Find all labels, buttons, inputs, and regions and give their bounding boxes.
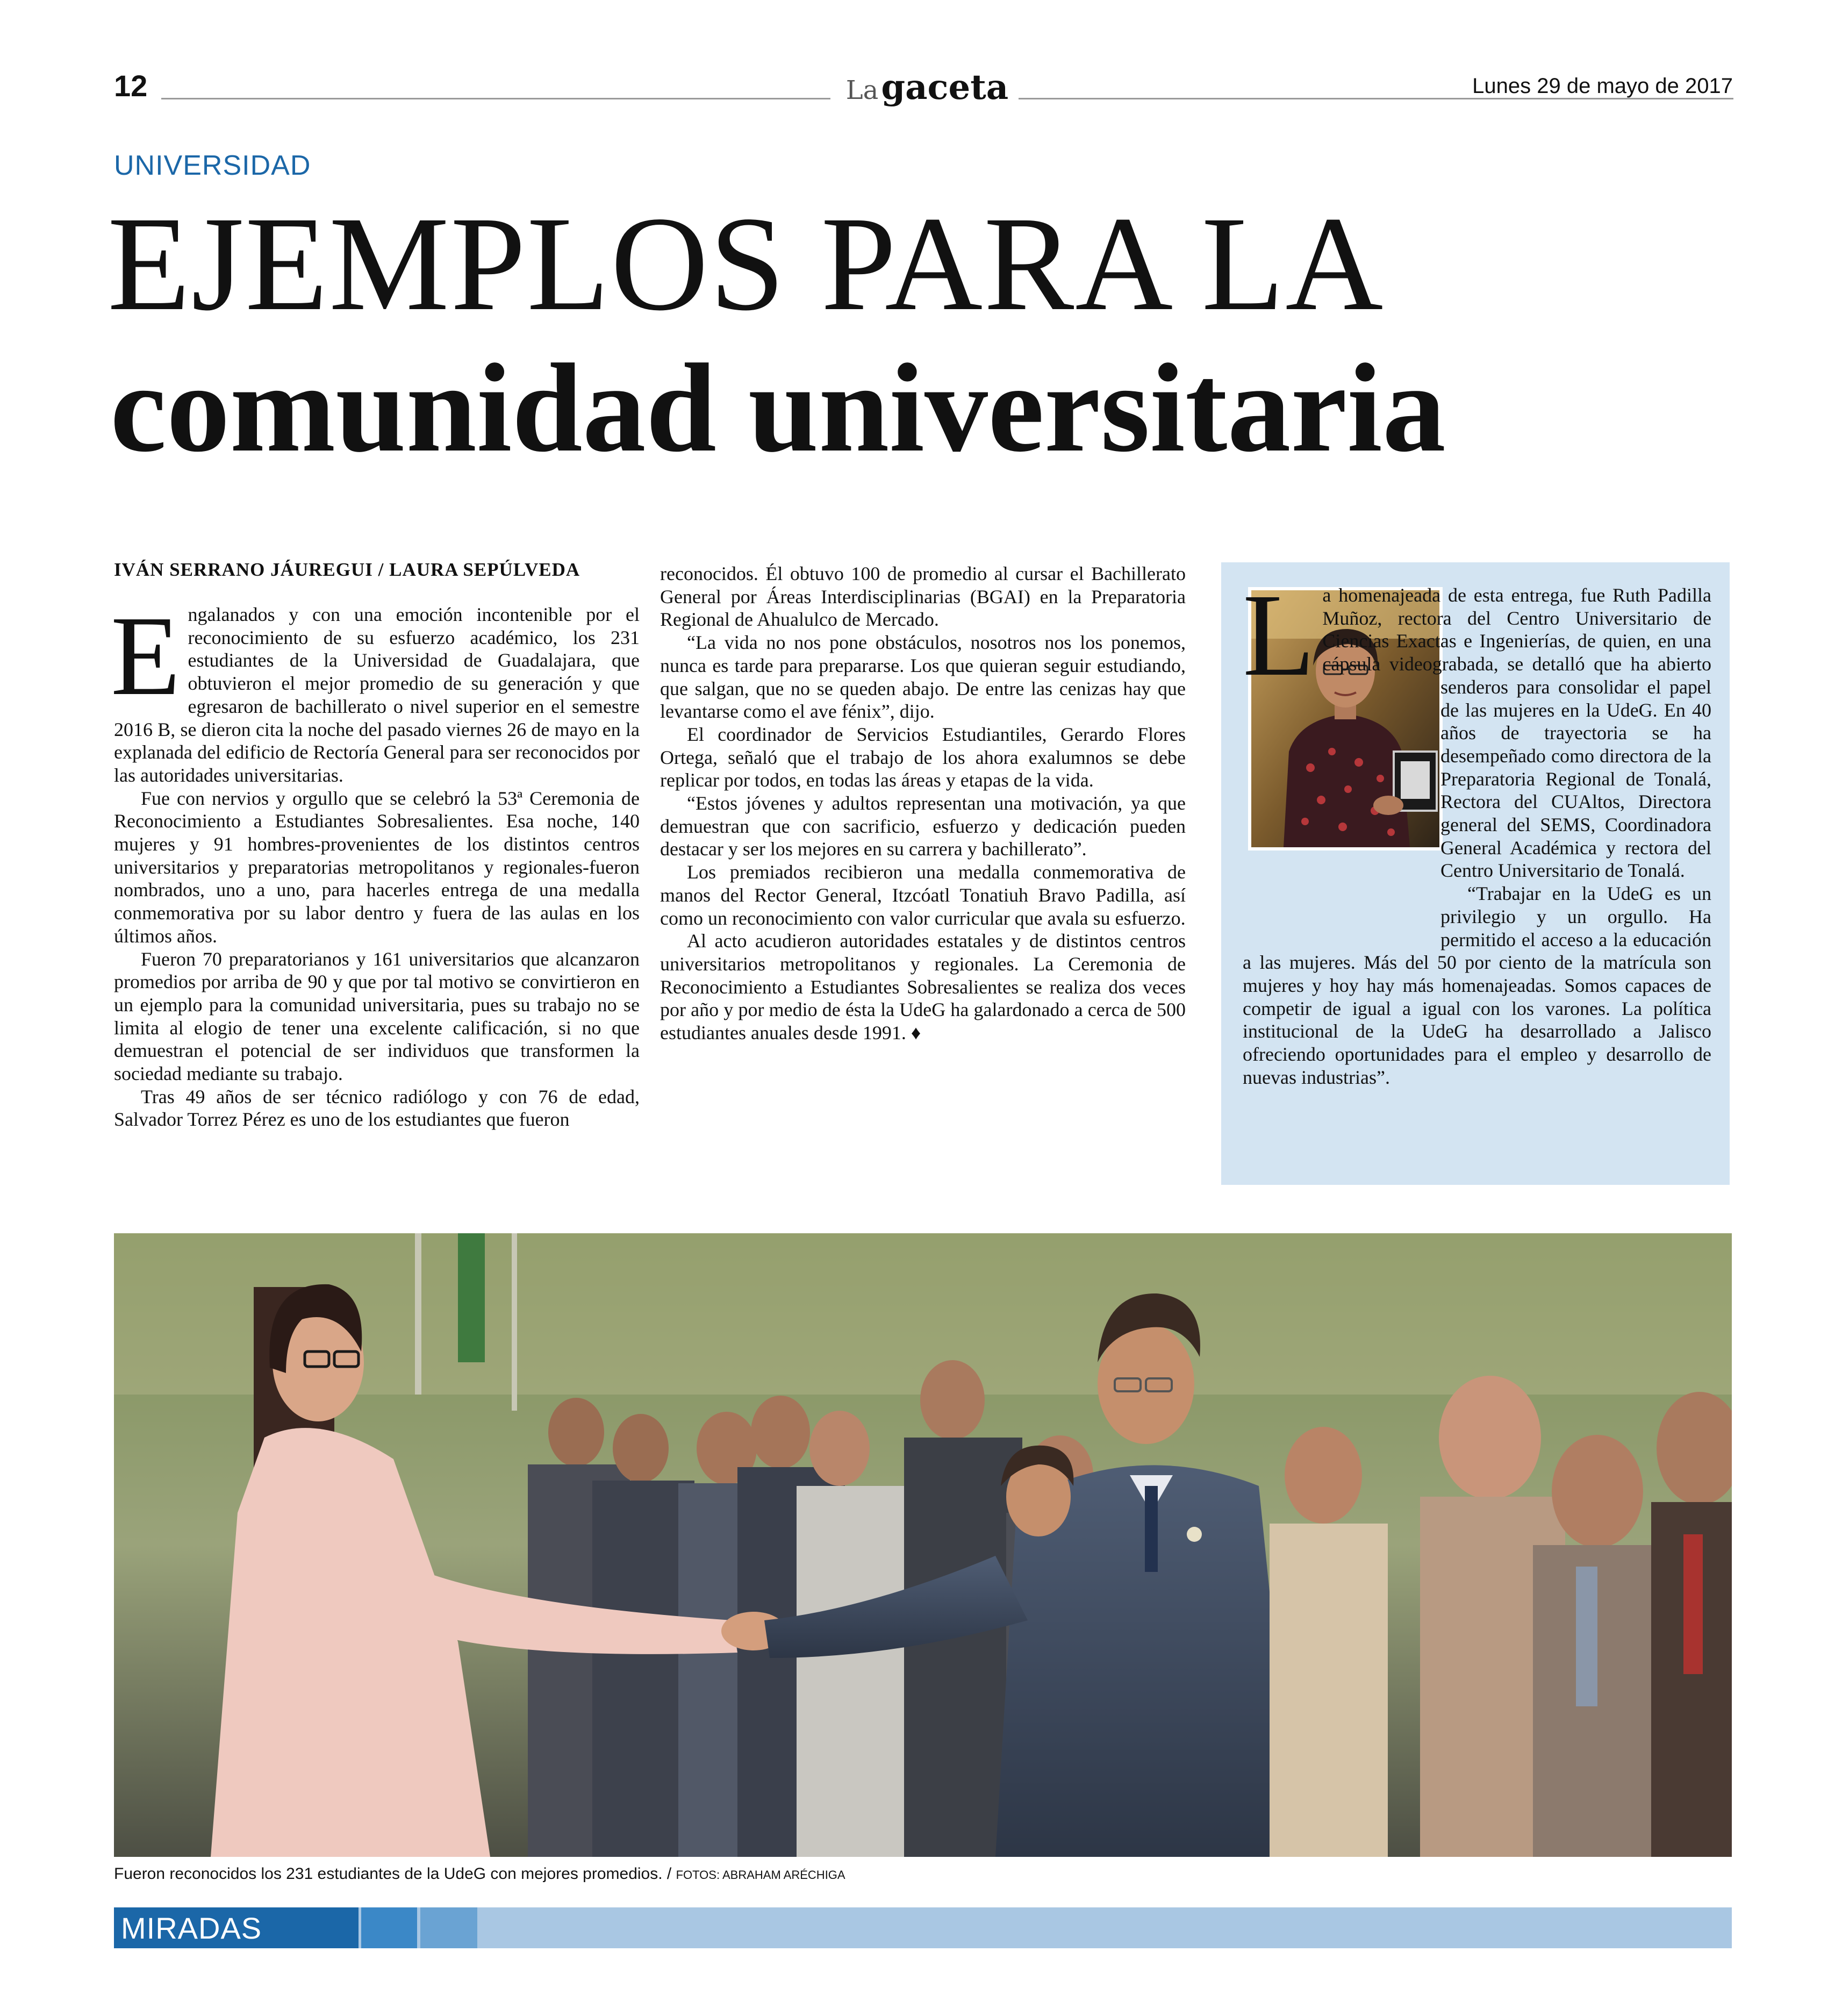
article-paragraph: Engalanados y con una emoción incontenible por el reconocimiento de su esfuerzo académico, los 231 estudiantes de la Universidad de Guadalajara, que obtuvieron el mejor promedio de su generación y que egresaron de bachillerato o nivel superior en el semestre 2016 B, se dieron cita la noche del pasado viernes 26 de mayo en la explanada del edificio de Rectoría General para ser reconocidos por las autoridades universitarias. <box>111 592 640 786</box>
sidebar-drop-cap: L <box>1243 569 1315 700</box>
headline-line2: comunidad universitaria <box>110 338 1446 478</box>
section-label: UNIVERSIDAD <box>114 150 311 181</box>
article-paragraph: reconocidos. Él obtuvo 100 de promedio al cursar el Bachillerato General por Áreas Interdisciplinarias (BGAI) en la Preparatoria Regional de Ahualulco de Mercado. <box>660 563 1186 631</box>
page-number: 12 <box>114 69 148 103</box>
sidebar-paragraph: a homenajeada de esta entrega, fue Ruth Padilla Muñoz, rectora del Centro Universitario de Ciencias Exactas e Ingenierías, de quien, en una cápsula videograbada, se detalló que ha abierto senderos para consolidar el papel de las mujeres en la UdeG. En 40 años de trayectoria se ha desempeñado como directora de la Preparatoria Regional de Tonalá, Rectora del CUAltos, Directora general del SEMS, Coordinadora General Académica y rectora del Centro Universitario de Tonalá. <box>1322 584 1711 882</box>
article-paragraph: “Estos jóvenes y adultos representan una motivación, ya que demuestran que con sacrificio, esfuerzo y dedicación pueden destacar y ser los mejores en su carrera y bachillerato”. <box>660 792 1186 860</box>
masthead-la: La <box>845 75 879 105</box>
article-paragraph: Tras 49 años de ser técnico radiólogo y con 76 de edad, Salvador Torrez Pérez es uno de los estudiantes que fueron <box>114 1085 640 1131</box>
end-mark-icon: ♦ <box>911 1022 921 1044</box>
footer-section-label: MIRADAS <box>121 1911 262 1945</box>
issue-date: Lunes 29 de mayo de 2017 <box>1472 74 1733 98</box>
footer-block-light <box>420 1907 477 1948</box>
header-rule-left <box>161 98 830 99</box>
sidebar-text <box>1243 569 1711 1089</box>
headline-line1: EJEMPLOS PARA LA <box>107 188 1385 339</box>
byline: IVÁN SERRANO JÁUREGUI / LAURA SEPÚLVEDA <box>114 559 580 580</box>
article-paragraph: El coordinador de Servicios Estudiantiles, Gerardo Flores Ortega, señaló que el trabajo de los ahora exalumnos se debe replicar por todos, en todas las áreas y etapas de la vida. <box>660 723 1186 791</box>
footer-block-mid <box>361 1907 417 1948</box>
ceremony-photo <box>114 1233 1732 1857</box>
article-paragraph: “La vida no nos pone obstáculos, nosotros nos los ponemos, nunca es tarde para prepararse. Los que quieran seguir estudiando, que salgan, que no se queden abajo. De entre las cenizas hay que levantarse como el ave fénix”, dijo. <box>660 632 1186 723</box>
article-paragraph: Fueron 70 preparatorianos y 161 universitarios que alcanzaron promedios por arriba de 90 y que por tal motivo se convirtieron en un ejemplo para la comunidad universitaria, pues su trabajo no se limita al elogio de tener una excelente calificación, si no que demuestran el potencial de ser individuos que transformen la sociedad mediante su trabajo. <box>114 948 640 1085</box>
article-column-2 <box>660 562 1186 1045</box>
sidebar-paragraph: “Trabajar en la UdeG es un privilegio y un orgullo. Ha permitido el acceso a la educación a las mujeres. Más del 50 por ciento de la matrícula son mujeres y hoy hay más homenajeadas. Somos capaces de competir de igual a igual con los varones. La política institucional de la UdeG ha desarrollado a Jalisco ofreciendo oportunidades para el empleo y desarrollo de nuevas industrias”. <box>1243 883 1711 1088</box>
photo-credit: FOTOS: ABRAHAM ARÉCHIGA <box>676 1868 845 1882</box>
article-column-1 <box>111 592 640 1131</box>
article-paragraph: Los premiados recibieron una medalla conmemorativa de manos del Rector General, Itzcóatl Tonatiuh Bravo Padilla, así como un reconocimiento con valor curricular que avala su esfuerzo. <box>660 861 1186 929</box>
drop-cap: E <box>111 592 181 719</box>
masthead <box>844 69 1010 115</box>
article-paragraph: Fue con nervios y orgullo que se celebró la 53ª Ceremonia de Reconocimiento a Estudiantes Sobresalientes. Esa noche, 140 mujeres y 91 hombres-provenientes de los distintos centros universitarios y preparatorias metropolitanos y regionales-fueron nombrados, uno a uno, para hacerles entrega de una medalla conmemorativa por su labor dentro y fuera de las aulas en los últimos años. <box>114 787 640 947</box>
masthead-gaceta: gaceta <box>881 67 1009 108</box>
article-paragraph: Al acto acudieron autoridades estatales y de distintos centros universitarios metropolitanos y regionales. La Ceremonia de Reconocimiento a Estudiantes Sobresalientes se realiza dos veces por año y por medio de ésta la UdeG ha galardonado a cerca de 500 estudiantes anuales desde 1991. ♦ <box>660 930 1186 1044</box>
photo-caption: Fueron reconocidos los 231 estudiantes de la UdeG con mejores promedios. / FOTOS: ABRAHAM ARÉCHIGA <box>114 1865 845 1883</box>
